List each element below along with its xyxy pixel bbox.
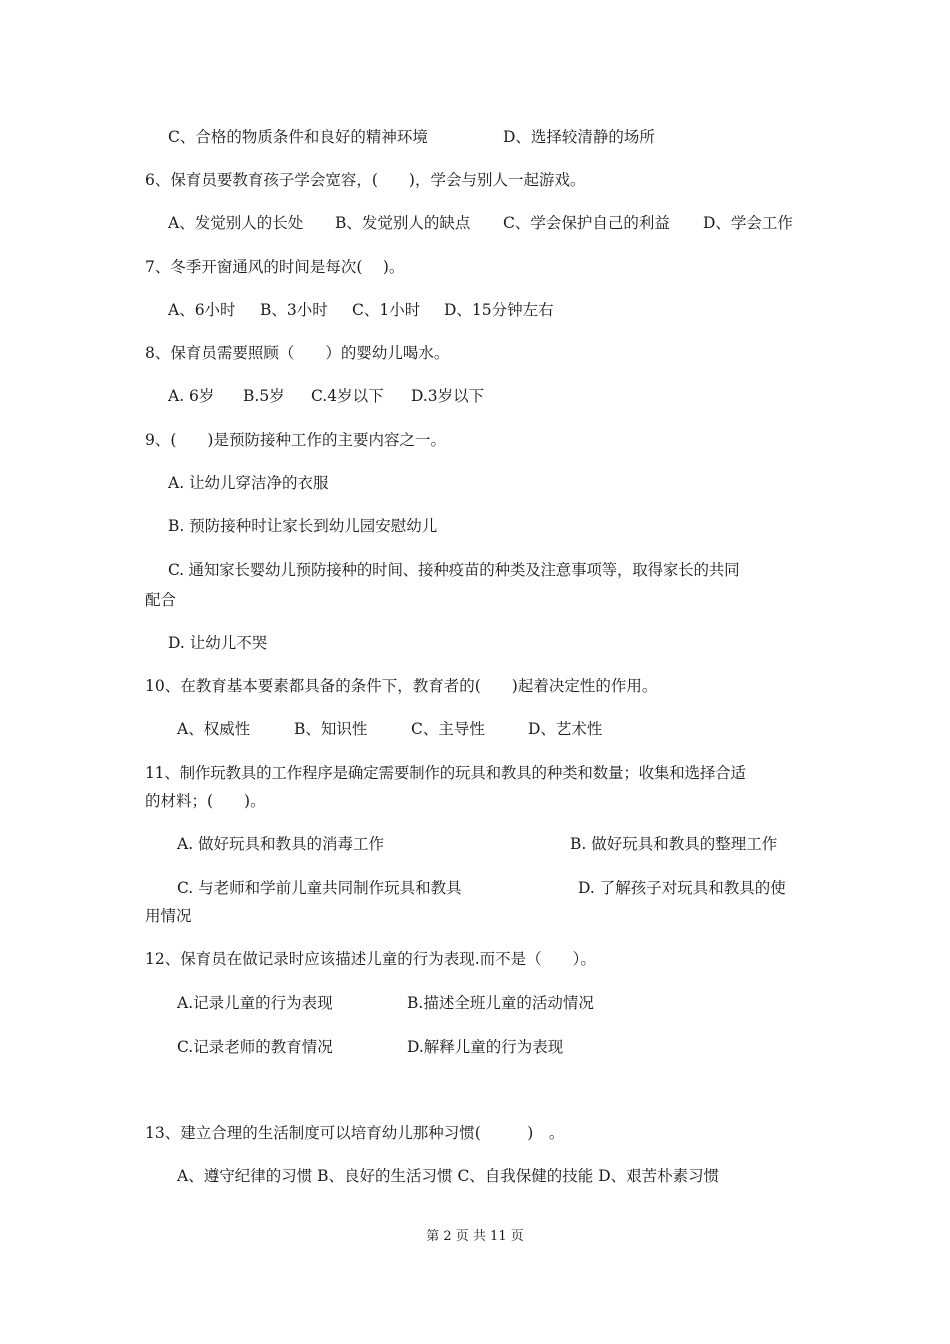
q9-option-c-line1: C. 通知家长婴幼儿预防接种的时间、接种疫苗的种类及注意事项等，取得家长的共同 bbox=[168, 561, 740, 579]
q7-option-b: B、3小时 bbox=[260, 301, 328, 319]
q10-option-a: A、权威性 bbox=[177, 720, 251, 738]
q11-option-a: A. 做好玩具和教具的消毒工作 bbox=[177, 835, 385, 853]
q11-stem-line1: 11、制作玩教具的工作程序是确定需要制作的玩具和教具的种类和数量；收集和选择合适 bbox=[145, 764, 746, 782]
q9-option-a: A. 让幼儿穿洁净的衣服 bbox=[168, 474, 329, 492]
q12-option-d: D.解释儿童的行为表现 bbox=[407, 1038, 564, 1056]
q10-stem: 10、在教育基本要素都具备的条件下，教育者的( )起着决定性的作用。 bbox=[145, 677, 658, 695]
q5-option-c: C、合格的物质条件和良好的精神环境 bbox=[168, 128, 428, 146]
q10-option-c: C、主导性 bbox=[411, 720, 485, 738]
q8-option-d: D.3岁以下 bbox=[411, 387, 485, 405]
q10-option-d: D、艺术性 bbox=[528, 720, 603, 738]
q8-option-b: B.5岁 bbox=[243, 387, 285, 405]
q6-option-a: A、发觉别人的长处 bbox=[168, 214, 304, 232]
q7-option-c: C、1小时 bbox=[352, 301, 421, 319]
q7-option-a: A、6小时 bbox=[168, 301, 236, 319]
q11-option-d-line1: D. 了解孩子对玩具和教具的使 bbox=[578, 879, 786, 897]
q9-option-d: D. 让幼儿不哭 bbox=[168, 634, 268, 652]
q8-stem: 8、保育员需要照顾（ ）的婴幼儿喝水。 bbox=[145, 344, 450, 362]
q8-option-a: A. 6岁 bbox=[168, 387, 215, 405]
q9-option-b: B. 预防接种时让家长到幼儿园安慰幼儿 bbox=[168, 517, 438, 535]
q5-option-d: D、选择较清静的场所 bbox=[503, 128, 655, 146]
q7-stem: 7、冬季开窗通风的时间是每次( )。 bbox=[145, 258, 405, 276]
q9-stem: 9、( )是预防接种工作的主要内容之一。 bbox=[145, 431, 446, 449]
q6-option-d: D、学会工作 bbox=[703, 214, 793, 232]
q7-option-d: D、15分钟左右 bbox=[444, 301, 554, 319]
q6-option-c: C、学会保护自己的利益 bbox=[503, 214, 670, 232]
q8-option-c: C.4岁以下 bbox=[311, 387, 384, 405]
q9-option-c-line2: 配合 bbox=[145, 591, 177, 609]
q11-stem-line2: 的材料；( )。 bbox=[145, 792, 266, 810]
q6-option-b: B、发觉别人的缺点 bbox=[335, 214, 471, 232]
q13-stem: 13、建立合理的生活制度可以培育幼儿那种习惯( ) 。 bbox=[145, 1124, 565, 1142]
q11-option-d-line2: 用情况 bbox=[145, 907, 192, 925]
q12-stem: 12、保育员在做记录时应该描述儿童的行为表现.而不是（ ）。 bbox=[145, 950, 596, 968]
q11-option-c: C. 与老师和学前儿童共同制作玩具和教具 bbox=[177, 879, 462, 897]
q12-option-c: C.记录老师的教育情况 bbox=[177, 1038, 333, 1056]
q13-options: A、遵守纪律的习惯 B、良好的生活习惯 C、自我保健的技能 D、艰苦朴素习惯 bbox=[177, 1167, 720, 1185]
q10-option-b: B、知识性 bbox=[294, 720, 368, 738]
q12-option-b: B.描述全班儿童的活动情况 bbox=[407, 994, 594, 1012]
q12-option-a: A.记录儿童的行为表现 bbox=[177, 994, 333, 1012]
q6-stem: 6、保育员要教育孩子学会宽容，( )，学会与别人一起游戏。 bbox=[145, 171, 586, 189]
q11-option-b: B. 做好玩具和教具的整理工作 bbox=[570, 835, 778, 853]
page-number: 第 2 页 共 11 页 bbox=[426, 1229, 524, 1244]
